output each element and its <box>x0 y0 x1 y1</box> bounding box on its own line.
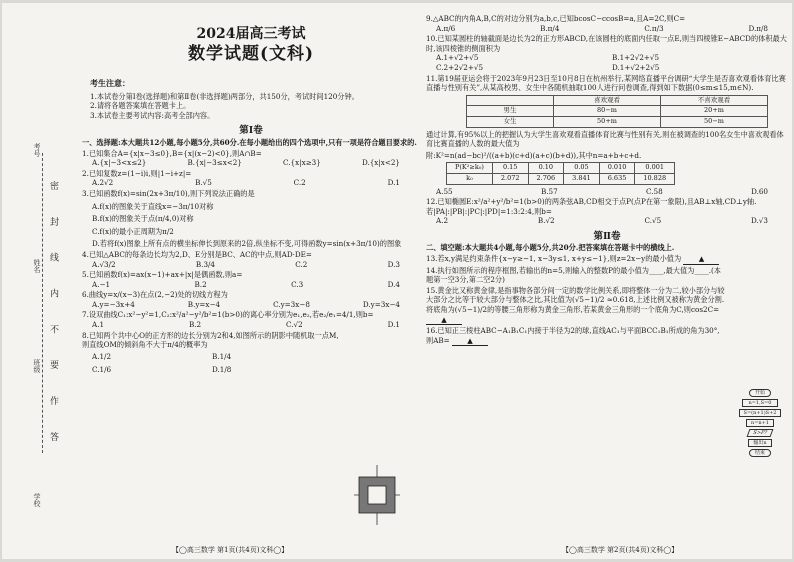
question-2 <box>82 169 420 188</box>
option: A.√3/2 <box>92 259 116 269</box>
table-header: 不喜欢观看 <box>661 95 768 106</box>
question-1 <box>82 149 420 168</box>
option: B.√2 <box>537 216 555 226</box>
question-stem: 9.△ABC的内角A,B,C的对边分别为a,b,c,已知bcosC−ccosB=a,且A=2C,则C= <box>426 14 686 23</box>
option: A.π/6 <box>436 23 456 33</box>
survey-table <box>466 95 768 128</box>
table-cell: 男生 <box>467 106 554 117</box>
question-13 <box>426 254 726 265</box>
page-2 <box>426 13 788 346</box>
question-9 <box>426 14 788 33</box>
table-cell: 2.072 <box>492 173 528 184</box>
square-figure <box>354 465 400 525</box>
option: A.{x|−3<x≤2} <box>92 158 147 168</box>
notice-item: 2.请将各题答案填在答题卡上。 <box>90 101 191 111</box>
name-label: 姓名 <box>33 259 41 273</box>
option: B.3/4 <box>195 259 216 269</box>
option: C.f(x)的最小正周期为π/2 <box>92 226 174 236</box>
option: A.1/2 <box>92 351 112 361</box>
table-header <box>467 95 554 106</box>
question-stem: 15.黄金比又称黄金律,是指事物各部分间一定的数学比例关系,即将整体一分为二,较小部分与较大部分之比等于较大部分与整体之比,其比值为(√5−1)/2 <box>426 285 725 305</box>
question-15 <box>426 286 726 325</box>
exam-sheet <box>2 3 792 559</box>
page-1 <box>82 17 420 375</box>
school-label: 学校 <box>33 493 41 507</box>
option: C.2 <box>295 259 308 269</box>
question-stem: 1.已知集合A={x|x−3≤0},B={x|(x−2)<0},则A∩B= <box>82 148 262 158</box>
notice-heading: 考生注意： <box>90 78 130 88</box>
question-stem: 6.曲线y=x/(x−3)在点(2,−2)处的切线方程为 <box>82 290 228 300</box>
table-cell: 50+m <box>554 116 661 127</box>
option: B.f(x)的图象关于点(π/4,0)对称 <box>92 214 194 224</box>
binding-margin <box>2 3 70 559</box>
page-1-footer: 【◯高三数学 第1页(共4页)文科◯】 <box>172 546 289 554</box>
question-7 <box>82 310 420 329</box>
table-cell: 0.05 <box>564 163 600 174</box>
flow-step: n=1,S=0 <box>742 399 778 407</box>
question-stem: 通过计算,有95%以上的把握认为大学生喜欢观看直播体育比赛与性别有关,则在被调查的100名女生中喜欢观看体育比赛直播的人数的最大值为 <box>426 129 784 149</box>
section-1-instructions: 一、选择题:本大题共12小题,每小题5分,共60分.在每小题给出的四个选项中,只有一项是符合题目要求的. <box>82 137 417 147</box>
option: C.√5 <box>644 216 662 226</box>
option: B.2 <box>194 279 207 289</box>
table-cell: 0.001 <box>635 163 675 174</box>
answer-blank: ▲ <box>683 254 719 265</box>
option: B.1/4 <box>212 351 232 361</box>
option: D.1 <box>387 320 400 330</box>
table-cell: 3.841 <box>564 173 600 184</box>
option: C.y=3x−8 <box>273 299 310 309</box>
option: C.{x|x≥3} <box>283 158 321 168</box>
question-stem: 2.已知复数z=(1−i)i,则|1−i+z|= <box>82 168 192 178</box>
page-2-footer: 【◯高三数学 第2页(共4页)文科◯】 <box>562 546 679 554</box>
option: D.60 <box>751 186 768 196</box>
question-stem: 16.已知正三棱柱ABC−A₁B₁C₁内接于半径为2的球,直线AC₁与平面BCC₁B₁所成的角为30°,则AB= <box>426 326 720 345</box>
question-11 <box>426 74 788 197</box>
exam-subtitle: 数学试题(文科) <box>187 44 315 64</box>
option: D.若将f(x)图象上所有点的横坐标伸长到原来的2倍,纵坐标不变,可得函数y=sin(x+3π/10)的图象 <box>92 239 402 249</box>
question-stem: 13.若x,y满足约束条件{x−y≥−1, x−3y≤1, x+y≤−1},则z=2x−y的最小值为 <box>426 254 682 264</box>
flow-output: 输出n <box>748 439 772 447</box>
option: A.1 <box>92 320 105 330</box>
option: C.58 <box>646 186 663 196</box>
table-cell: 2.706 <box>528 173 564 184</box>
option: D.√3 <box>751 216 768 226</box>
question-stem: 8.已知两个共中心O的正方形的边长分别为2和4,如图所示的阴影中随机取一点M,则直线OM的倾斜角不大于π/4的概率为 <box>82 330 339 350</box>
question-stem: 12.已知椭圆E:x²/a²+y²/b²=1(b>0)的两条弦AB,CD相交于点P(点P在第一象限),且AB⊥x轴,CD⊥y轴.若|PA|:|PB|:|PC|:|PD|=1:3:2:4,则b= <box>426 197 757 216</box>
question-stem: 4.已知△ABC的每条边长均为2,D、E分别是BC、AC的中点,则AD·DE= <box>82 249 312 259</box>
question-stem: 7.设双曲线C₁:x²−y²=1,C₂:x²/a²−y²/b²=1(b>0)的离心率分别为e₁,e₂,若e₂/e₁=4/1,则b= <box>82 310 374 320</box>
question-8 <box>82 331 342 375</box>
option: D.1/8 <box>212 365 232 375</box>
formula: 附:K²=n(ad−bc)²/((a+b)(c+d)(a+c)(b+d)),其中n=a+b+c+d. <box>426 150 642 160</box>
section-2-instructions: 二、填空题:本大题共4小题,每小题5分,共20分.把答案填在答题卡中的横线上. <box>426 243 675 253</box>
table-cell: P(K²≥k₀) <box>447 163 493 174</box>
option: D.π/8 <box>748 23 768 33</box>
option: C.2+2√2+√5 <box>436 62 484 72</box>
option: D.y=3x−4 <box>362 299 400 309</box>
answer-blank: ▲ <box>452 336 488 347</box>
table-cell: 80−m <box>554 106 661 117</box>
table-cell: k₀ <box>447 173 493 184</box>
option: B.57 <box>540 186 558 196</box>
question-stem: ≈0.618,上述比例又被称为黄金分割.将底角为(√5−1)/2的等腰三角形称为黄金三角形,若某黄金三角形的一个底角为C,则cos2C= <box>426 295 725 315</box>
option: A.1+√2+√5 <box>436 53 479 63</box>
flow-start: 开始 <box>749 389 771 397</box>
table-header: 喜欢观看 <box>554 95 661 106</box>
answer-blank: ▲ <box>426 315 462 326</box>
class-label: 班级 <box>33 359 41 373</box>
option: C.π/3 <box>644 23 664 33</box>
notice-item: 1.本试卷分第Ⅰ卷(选择题)和第Ⅱ卷(非选择题)两部分，共150分，考试时间120分钟。 <box>90 91 359 101</box>
table-cell: 0.15 <box>492 163 528 174</box>
flow-step: S=(n+1)S+2 <box>739 409 781 417</box>
option: C.2 <box>293 178 306 188</box>
question-14: 14.执行如图所示的程序框图,若输出的n=5,则输入的整数P的最小值为____,最大值为____.(本题第一空3分,第二空2分) <box>426 265 721 285</box>
question-stem: 11.第19届亚运会将于2023年9月23日至10月8日在杭州举行,某网络直播平台调研“大学生是否喜欢观看体育比赛直播与性别有关”,从某高校男、女生中各随机抽取100人进行问卷调查,得到如下数据(0≤m≤15,m∈N). <box>426 73 786 93</box>
question-stem: 5.已知函数f(x)=ax(x−1)+ax+|x|是偶函数,则a= <box>82 270 243 280</box>
part-1-heading: 第Ⅰ卷 <box>239 125 263 137</box>
notice-item: 3.本试卷主要考试内容:高考全部内容。 <box>90 110 215 120</box>
flow-decision: S>P? <box>747 429 774 437</box>
option: C.3 <box>291 279 304 289</box>
table-cell: 10.828 <box>635 173 675 184</box>
option: A.2 <box>436 216 449 226</box>
question-3 <box>82 189 420 249</box>
question-12 <box>426 197 788 226</box>
seal-text: 密 封 线 内 不 要 作 答 <box>48 181 58 454</box>
option: B.y=x−4 <box>187 299 221 309</box>
option: A.2√2 <box>92 178 114 188</box>
table-cell: 6.635 <box>599 173 635 184</box>
table-cell: 20+m <box>661 106 768 117</box>
table-cell: 0.10 <box>528 163 564 174</box>
option: C.√2 <box>286 320 303 330</box>
question-4 <box>82 250 420 269</box>
question-16 <box>426 326 726 346</box>
option: B.π/4 <box>540 23 560 33</box>
option: B.2 <box>188 320 202 330</box>
option: D.3 <box>387 259 400 269</box>
option: A.−1 <box>92 279 111 289</box>
notice-box <box>90 79 420 120</box>
option: D.{x|x<2} <box>361 158 400 168</box>
option: B.1+2√2+√5 <box>612 53 660 63</box>
question-stem: 3.已知函数f(x)=sin(2x+3π/10),则下列说法正确的是 <box>82 188 255 198</box>
option: A.55 <box>436 186 453 196</box>
table-cell: 50−m <box>661 116 768 127</box>
exam-title: 2024届高三考试 <box>196 26 306 42</box>
flow-step: n=n+1 <box>746 419 774 427</box>
exam-number-label: 考号 <box>33 143 41 157</box>
part-2-heading: 第Ⅱ卷 <box>593 230 621 242</box>
table-cell: 0.010 <box>599 163 635 174</box>
option: D.1 <box>387 178 400 188</box>
flow-end: 结束 <box>749 449 771 457</box>
critical-value-table <box>446 162 675 184</box>
option: B.√5 <box>195 178 212 188</box>
table-cell: 女生 <box>467 116 554 127</box>
question-6 <box>82 290 420 309</box>
option: D.4 <box>387 279 400 289</box>
seal-line <box>42 153 43 453</box>
option: C.1/6 <box>92 365 112 375</box>
option: A.f(x)的图象关于直线x=−3π/10对称 <box>92 201 214 211</box>
question-stem: 10.已知某圆柱的轴截面是边长为2的正方形ABCD,在该圆柱的底面内任取一点E,则当四棱锥E−ABCD的体积最大时,该四棱锥的侧面积为 <box>426 34 787 53</box>
flowchart <box>738 387 782 459</box>
question-10 <box>426 34 788 72</box>
option: D.1+√2+2√5 <box>612 62 660 72</box>
question-5 <box>82 270 420 289</box>
option: A.y=−3x+4 <box>92 299 135 309</box>
option: B.{x|−3≤x<2} <box>187 158 242 168</box>
